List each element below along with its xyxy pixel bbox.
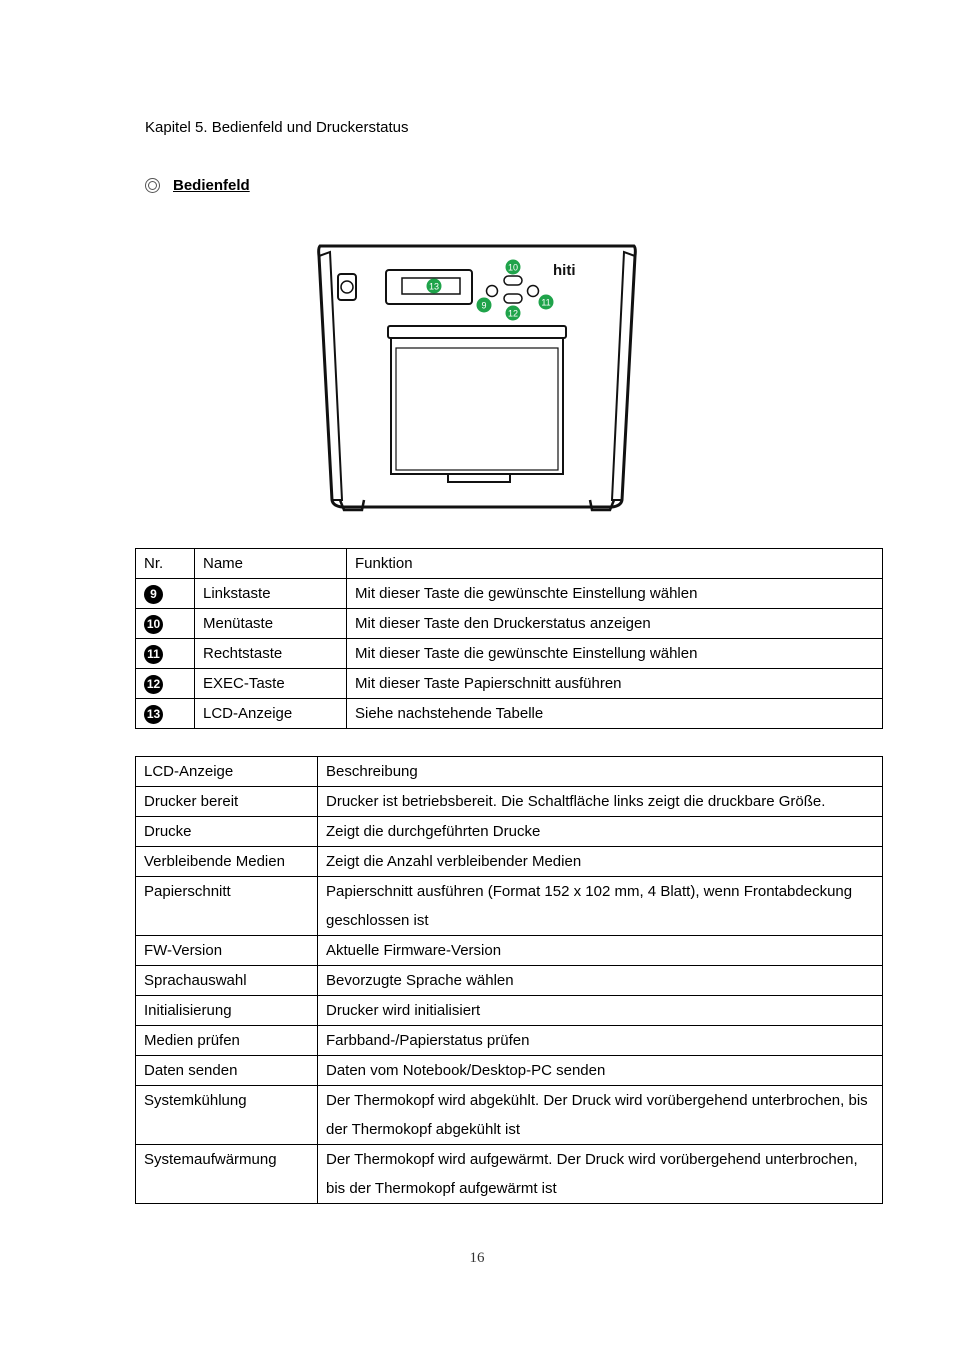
description-cell: Drucker wird initialisiert	[318, 996, 883, 1026]
right-button	[528, 286, 539, 297]
description-cell: Daten vom Notebook/Desktop-PC senden	[318, 1056, 883, 1086]
table-header-row	[136, 549, 883, 579]
display-cell: Papierschnitt	[136, 877, 318, 936]
display-cell: Initialisierung	[136, 996, 318, 1026]
callout-13	[427, 279, 442, 294]
svg-text:9: 9	[481, 300, 487, 311]
svg-text:11: 11	[541, 297, 551, 308]
number-badge: 11	[144, 645, 163, 664]
number-badge: 12	[144, 675, 163, 694]
callout-12	[506, 306, 521, 321]
double-circle-icon	[145, 178, 160, 193]
description-cell: Aktuelle Firmware-Version	[318, 936, 883, 966]
table-row	[136, 1026, 883, 1056]
description-cell: Drucker ist betriebsbereit. Die Schaltfläche links zeigt die druckbare Größe.	[318, 787, 883, 817]
table-row	[136, 936, 883, 966]
function-cell: Mit dieser Taste die gewünschte Einstellung wählen	[347, 639, 883, 669]
display-cell: Drucke	[136, 817, 318, 847]
table-row	[136, 1056, 883, 1086]
callout-9	[477, 298, 492, 313]
function-cell: Mit dieser Taste Papierschnitt ausführen	[347, 669, 883, 699]
display-cell: Systemaufwärmung	[136, 1145, 318, 1204]
table-row	[136, 1145, 883, 1204]
name-cell: EXEC-Taste	[195, 669, 347, 699]
display-cell: FW-Version	[136, 936, 318, 966]
callout-10	[506, 260, 521, 275]
function-cell: Mit dieser Taste die gewünschte Einstellung wählen	[347, 579, 883, 609]
chapter-heading: Kapitel 5. Bedienfeld und Druckerstatus	[145, 119, 409, 136]
number-badge: 9	[144, 585, 163, 604]
display-cell: Medien prüfen	[136, 1026, 318, 1056]
name-cell: Linkstaste	[195, 579, 347, 609]
number-badge: 13	[144, 705, 163, 724]
table-row	[136, 996, 883, 1026]
name-cell: Rechtstaste	[195, 639, 347, 669]
number-cell	[136, 609, 195, 639]
brand-logo: hiti	[553, 262, 576, 279]
description-cell: Der Thermokopf wird abgekühlt. Der Druck wird vorübergehend unterbrochen, bis der Thermokopf abgekühlt ist	[318, 1086, 883, 1145]
function-cell: Siehe nachstehende Tabelle	[347, 699, 883, 729]
number-cell	[136, 639, 195, 669]
display-cell: Drucker bereit	[136, 787, 318, 817]
number-cell	[136, 699, 195, 729]
table-row	[136, 609, 883, 639]
section-heading	[145, 177, 250, 194]
number-badge: 10	[144, 615, 163, 634]
display-cell: Daten senden	[136, 1056, 318, 1086]
page-number: 16	[469, 1250, 485, 1266]
table-row	[136, 817, 883, 847]
table-row	[136, 1086, 883, 1145]
header-cell: Nr.	[136, 549, 195, 579]
svg-text:13: 13	[428, 281, 440, 292]
number-cell	[136, 669, 195, 699]
description-cell: Der Thermokopf wird aufgewärmt. Der Druck wird vorübergehend unterbrochen, bis der Thermokopf aufgewärmt ist	[318, 1145, 883, 1204]
display-cell: Systemkühlung	[136, 1086, 318, 1145]
svg-text:10: 10	[507, 262, 519, 273]
buttons-table	[135, 548, 883, 729]
lcd-display-table	[135, 756, 883, 1204]
description-cell: Zeigt die durchgeführten Drucke	[318, 817, 883, 847]
exec-button	[504, 294, 522, 303]
name-cell: Menütaste	[195, 609, 347, 639]
printer-body-outline	[319, 246, 636, 507]
table-row	[136, 787, 883, 817]
header-cell: LCD-Anzeige	[136, 757, 318, 787]
left-button	[487, 286, 498, 297]
description-cell: Papierschnitt ausführen (Format 152 x 102 mm, 4 Blatt), wenn Frontabdeckung geschlossen ist	[318, 877, 883, 936]
section-title: Bedienfeld	[173, 177, 250, 194]
table-row	[136, 877, 883, 936]
menu-button	[504, 276, 522, 285]
header-cell: Name	[195, 549, 347, 579]
header-cell: Beschreibung	[318, 757, 883, 787]
table-header-row	[136, 757, 883, 787]
description-cell: Zeigt die Anzahl verbleibender Medien	[318, 847, 883, 877]
printer-front-diagram	[312, 238, 642, 513]
description-cell: Bevorzugte Sprache wählen	[318, 966, 883, 996]
table-row	[136, 579, 883, 609]
display-cell: Verbleibende Medien	[136, 847, 318, 877]
table-row	[136, 699, 883, 729]
header-cell: Funktion	[347, 549, 883, 579]
callout-11	[539, 295, 554, 310]
table-row	[136, 669, 883, 699]
display-cell: Sprachauswahl	[136, 966, 318, 996]
description-cell: Farbband-/Papierstatus prüfen	[318, 1026, 883, 1056]
name-cell: LCD-Anzeige	[195, 699, 347, 729]
table-row	[136, 639, 883, 669]
table-row	[136, 966, 883, 996]
number-cell	[136, 579, 195, 609]
table-row	[136, 847, 883, 877]
function-cell: Mit dieser Taste den Druckerstatus anzeigen	[347, 609, 883, 639]
svg-text:12: 12	[507, 308, 519, 319]
